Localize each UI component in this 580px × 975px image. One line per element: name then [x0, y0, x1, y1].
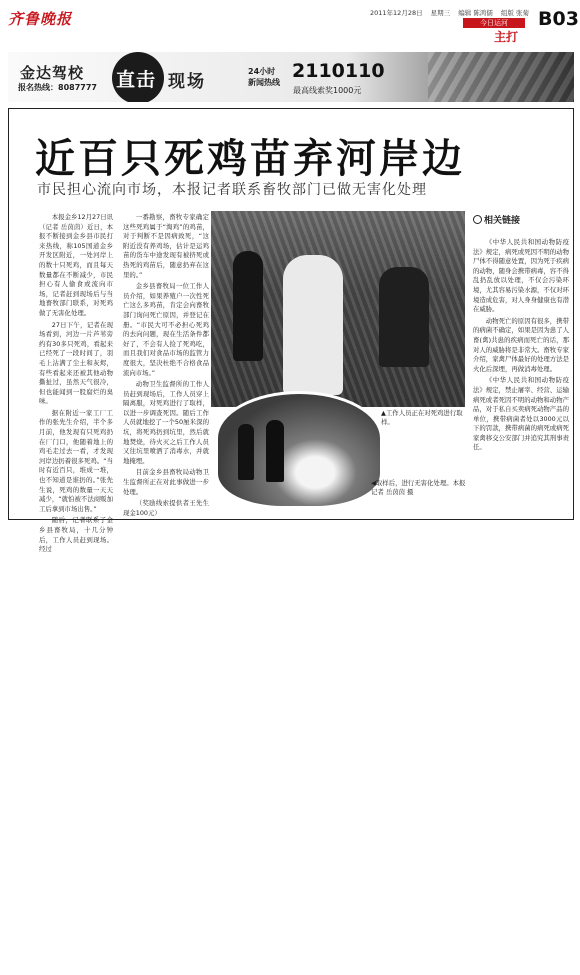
paragraph: 目前金乡县畜牧局动物卫生监督所正在对此事做进一步处理。: [123, 468, 209, 496]
paragraph: 金乡县畜牧局一位工作人员介绍，如果养殖户一次性死亡这么多鸡苗，肯定会向畜牧部门询问死亡原因，并登记在册。“市民大可不必担心死鸡的去向问题，现在生活条件都好了，不会有人捡了死鸡吃，而且我们对食品市场的监管力度很大，坚决杜绝不合格食品流向市场。”: [123, 282, 209, 377]
banner-hotline-number: 2110110: [292, 60, 385, 82]
sponsor-brand: 金达驾校: [20, 64, 85, 82]
paragraph: 随后，记者联系了金乡县畜牧局，十几分钟后，工作人员赶到现场。经过: [39, 516, 113, 554]
photo-person: [266, 420, 284, 482]
article-headline: 近百只死鸡苗弃河岸边: [35, 136, 465, 182]
banner-24h: [248, 66, 280, 88]
issue-weekday: 星期三: [430, 9, 451, 17]
banner-reward: 最高线索奖1000元: [293, 86, 362, 95]
page-number: B03: [538, 8, 579, 30]
designer-credit: 组版 张菊: [500, 9, 529, 17]
paragraph: 《中华人民共和国动物防疫法》规定，病死或死因不明的动物尸体不得随意处置，因为死于疾病的动物，随身会携带病毒，容不得乱扔乱放以处理，不仅会污染环境，尤其容易污染水源，不仅对环境造成危害，对人身身健康也有潜在威胁。: [473, 238, 569, 314]
sidebar-body: [473, 238, 569, 453]
sidebar-title-text: 相关链接: [484, 216, 521, 226]
sidebar-title: [473, 213, 569, 226]
paragraph: 本报金乡12月27日讯（记者 岳茵茵）近日，本报不断接到金乡县市民打来热线，称105国道金乡开发区附近，一处河岸上的数十只死鸡，而且每天数量都在不断减少，市民担心有人偷食或流向市场，记者赶到现场后与当地畜牧部门联系，对死鸡做了无害化处理。: [39, 213, 113, 317]
news-photo-burning: [215, 391, 383, 509]
photo-person: [379, 267, 429, 367]
column-title: 主打: [494, 30, 519, 44]
banner-24h-label: 24小时: [248, 67, 276, 76]
photo-person: [233, 251, 263, 361]
banner-zhiji: 直击: [116, 69, 157, 91]
circle-bullet-icon: [473, 215, 482, 224]
paragraph: 据在附近一家工厂工作的张先生介绍，半个多月前，他发现有只死鸡扔在厂门口，他随着地上的鸡毛走过去一看，才发现河岸边扔着很多死鸡。“当时有近百只，堆成一堆，也不知道是谁扔的。”张先生说，死鸡的数量一天天减少，“就怕被不法商贩加工后拿到市场出售。”: [39, 408, 113, 513]
article-column-2: [123, 213, 209, 520]
sponsor-hotline: 报名热线：8087777: [18, 83, 97, 92]
paragraph: （奖励线索提供者王先生现金100元）: [123, 499, 209, 517]
photo-person: [238, 424, 254, 480]
banner-photo: [428, 52, 574, 102]
photo-caption-2: ◀取样后，进行无害化处理。本报记者 岳茵茵 摄: [371, 479, 466, 496]
paragraph: 《中华人民共和国动物防疫法》规定，禁止屠宰、经营、运输病死或者死因不明的动物和动物产品，对于私自买卖病死动物产品的单位，携带病菌者处以3000元以下的罚款，携带病菌的病死或病死家禽移交公安部门并追究其刑事责任。: [473, 376, 569, 452]
photo-person-protective-suit: [283, 255, 343, 395]
photo-caption-1: ▲工作人员正在对死鸡进行取样。: [381, 409, 463, 426]
masthead: [8, 6, 579, 44]
article-subheadline: 市民担心流向市场，本报记者联系畜牧部门已做无害化处理: [37, 182, 427, 198]
editor-credit: 编辑 陈鸿儒: [458, 9, 493, 17]
banner-news-hotline: 新闻热线: [248, 78, 280, 87]
paragraph: 动物卫生监督所的工作人员赶到现场后，工作人员穿上隔离服，对死鸡进行了取样，以进一步调查死因。随后工作人员就地挖了一个50厘米深的坑，将死鸡扔到坑里，然后就地焚烧，待火灭之后工作人员又往坑里喷洒了消毒水，并就地掩埋。: [123, 380, 209, 465]
banner-xianchang: 现场: [168, 72, 206, 92]
related-links-sidebar: [473, 213, 569, 455]
news-photo-sampling: [211, 211, 465, 407]
newspaper-logo: 齐鲁晚报: [8, 10, 73, 28]
column-banner: [8, 52, 574, 102]
paragraph: 一番勘察，畜牧专家确定这些死鸡属于“淘鸡”的鸡苗，对于判断不是因病致死，“这附近没有养鸡场，估计是运鸡苗的货车中途发现有被挤死或热死的鸡苗后，随意扔弃在这里的。”: [123, 213, 209, 279]
issue-date: 2011年12月28日: [370, 9, 423, 17]
article-box: [8, 108, 574, 554]
issue-meta: [370, 8, 535, 17]
section-tag: 今日运河: [463, 18, 525, 28]
paragraph: 动物死亡的原因有很多，携带的病菌不确定，如果是因为患了人畜(禽)共患的疾病而死亡的话，那对人的威胁将是非常大。畜牧专家介绍，家禽尸体最好的处理方法是火化后深埋，再做消毒处理。: [473, 316, 569, 373]
paragraph: 27日下午，记者在现场看到，河边一片芦苇旁约有30多只死鸡，看起来已经死了一段时间了，羽毛上沾满了尘土和灰烬，有些看起来还被其他动物撕扯过，虽然天气很冷，但也能闻到一股腐烂的臭味。: [39, 320, 113, 406]
article-column-1: [39, 213, 113, 557]
